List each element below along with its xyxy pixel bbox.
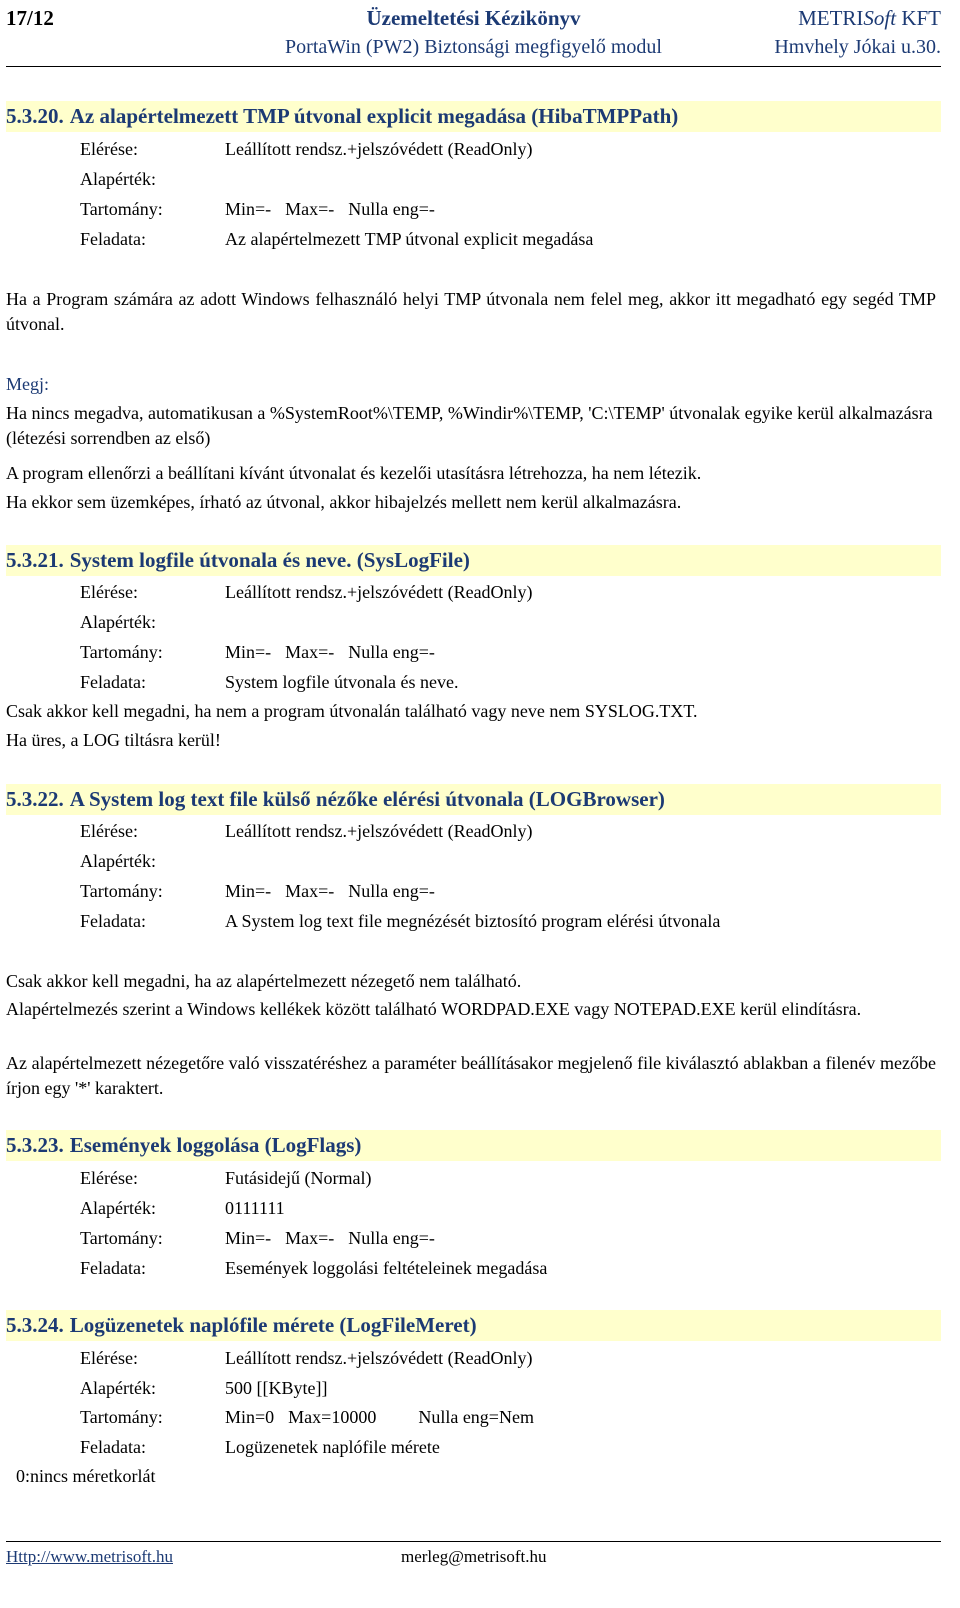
paragraph: Alapértelmezés szerint a Windows kellékek között található WORDPAD.EXE vagy NOTEPAD.EXE kerül elindításra. xyxy=(6,999,862,1019)
paragraph: Az alapértelmezett nézegetőre való visszatéréshez a paraméter beállításakor megjelenő file kiválasztó ablakban a filenév mezőbe írjon egy '*' karaktert. xyxy=(6,1053,936,1098)
document-page: 17/12 Üzemeltetési Kézikönyv METRISoft KFT PortaWin (PW2) Biztonsági megfigyelő modul Hmvhely Jókai u.30. 5.3.20. Az alapértelmezett TMP útvonal explicit megadása (HibaTMPPath) Elérése: Leállított rendsz.+jelszóvédett (ReadOnly) Alapérték: Tartomány: Min=- Max=- Nulla eng=- Feladata: Az alapértelmezett TMP útvonal explicit megadása Ha a Program számára az adott Windows felhasználó helyi TMP útvonala nem felel meg, akkor itt megadható egy segéd TMP útvonal. Megj: Ha nincs megadva, automatikusan a %SystemRoot%\TEMP, %Windir%\TEMP, 'C:\TEMP' útvonalak egyike kerül alkalmazásra (létezési sorrendben az első) A program ellenőrzi a beállítani kívánt útvonalat és kezelői utasításra létrehozza, ha nem létezik. Ha ekkor sem üzemképes, írható az útvonal, akkor hibajelzés mellett nem kerül alkalmazásra. 5.3.21. System logfile útvonala és neve. (SysLogFile) Elérése: Leállított rendsz.+jelszóvédett (ReadOnly) Alapérték: Tartomány: Min=- Max=- Nulla eng=- Feladata: System logfile útvonala és neve. Csak akkor kell megadni, ha nem a program útvonalán található vagy neve nem SYSLOG.TXT. Ha üres, a LOG tiltásra kerül! 5.3.22. A System log text file külső nézőke elérési útvonala (LOGBrowser) Elérése: Leállított rendsz.+jelszóvédett (ReadOnly) Alapérték: Tartomány: Min=- Max=- Nulla eng=- Feladata: A System log text file megnézését biztosító program elérési útvonala Csak akkor kell megadni, ha az alapértelmezett nézegető nem található. Alapértelmezés szerint a Windows kellékek között található WORDPAD.EXE vagy NOTEPAD.EXE kerül elindításra. Az alapértelmezett nézegetőre való visszatéréshez a paraméter beállításakor megjelenő file kiválasztó ablakban a filenév mezőbe írjon egy '*' karaktert. 5.3.23. Események loggolása (LogFlags) Elérése: Futásidejű (Normal) Alapérték: 0111111 Tartomány: Min=- Max=- Nulla eng=- Feladata: Események loggolási feltételeinek megadása 5.3.24. Logüzenetek naplófile mérete (LogFileMeret) Elérése: Leállított rendsz.+jelszóvédett (ReadOnly) Alapérték: 500 [[KByte]] Tartomány: Min=0 Max=10000 Nulla eng=Nem Feladata: Logüzenetek naplófile mérete 0:nincs méretkorlát Http://www.metrisoft.hu merleg@metrisoft.hu xyxy=(0,0,960,1608)
company-address: Hmvhely Jókai u.30. xyxy=(774,36,941,58)
paragraph: Ha nincs megadva, automatikusan a %SystemRoot%\TEMP, %Windir%\TEMP, 'C:\TEMP' útvonalak egyike kerül alkalmazásra (létezési sorrendben az első) xyxy=(6,403,933,448)
document-title: Üzemeltetési Kézikönyv xyxy=(366,6,581,30)
section-heading-5-3-21: 5.3.21. System logfile útvonala és neve. (SysLogFile) xyxy=(6,545,941,576)
paragraph: A program ellenőrzi a beállítani kívánt útvonalat és kezelői utasításra létrehozza, ha nem létezik. xyxy=(6,463,702,483)
footer-divider xyxy=(6,1541,941,1542)
email-address: merleg@metrisoft.hu xyxy=(401,1547,547,1566)
page-header xyxy=(6,6,941,62)
paragraph: Csak akkor kell megadni, ha az alapértelmezett nézegető nem található. xyxy=(6,971,522,991)
note-label: Megj: xyxy=(6,374,49,394)
section-heading-5-3-22: 5.3.22. A System log text file külső nézőke elérési útvonala (LOGBrowser) xyxy=(6,784,941,815)
section-heading-5-3-23: 5.3.23. Események loggolása (LogFlags) xyxy=(6,1130,941,1161)
section-heading-5-3-20: 5.3.20. Az alapértelmezett TMP útvonal explicit megadása (HibaTMPPath) xyxy=(6,101,941,132)
page-footer xyxy=(6,1545,941,1569)
company-name: METRISoft KFT xyxy=(798,6,941,30)
paragraph: Ha ekkor sem üzemképes, írható az útvonal, akkor hibajelzés mellett nem kerül alkalmazásra. xyxy=(6,492,682,512)
paragraph: Csak akkor kell megadni, ha nem a program útvonalán található vagy neve nem SYSLOG.TXT. xyxy=(6,701,698,721)
website-link[interactable]: Http://www.metrisoft.hu xyxy=(6,1547,173,1566)
section-heading-5-3-24: 5.3.24. Logüzenetek naplófile mérete (LogFileMeret) xyxy=(6,1310,941,1341)
paragraph: Ha üres, a LOG tiltásra kerül! xyxy=(6,730,221,750)
note-text: 0:nincs méretkorlát xyxy=(16,1466,156,1486)
paragraph: Ha a Program számára az adott Windows felhasználó helyi TMP útvonala nem felel meg, akkor itt megadható egy segéd TMP útvonal. xyxy=(6,289,936,334)
module-name: PortaWin (PW2) Biztonsági megfigyelő modul xyxy=(285,36,662,58)
header-divider xyxy=(6,66,941,67)
page-number: 17/12 xyxy=(6,6,54,30)
